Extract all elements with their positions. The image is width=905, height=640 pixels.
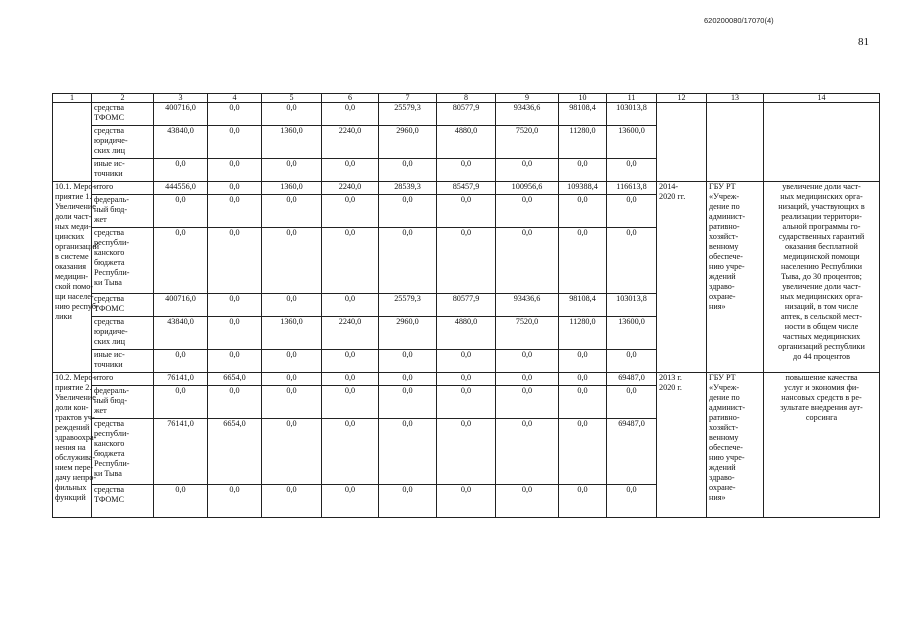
column-number: 3 — [154, 94, 208, 103]
text-line: ских лиц — [94, 146, 125, 155]
value-cell: 0,0 — [322, 294, 379, 317]
text-line: средства — [94, 103, 125, 112]
value-cell: 0,0 — [496, 228, 559, 294]
text-line: ных меди- — [55, 222, 92, 231]
value-cell: 0,0 — [322, 485, 379, 518]
value-cell: 25579,3 — [379, 103, 437, 126]
source-cell — [92, 228, 154, 294]
value-cell: 0,0 — [379, 419, 437, 485]
value-cell: 400716,0 — [154, 294, 208, 317]
text-line: медицинской помощи — [783, 252, 860, 261]
value-cell: 0,0 — [208, 485, 262, 518]
column-number: 7 — [379, 94, 437, 103]
source-cell — [92, 317, 154, 350]
value-cell: 0,0 — [437, 485, 496, 518]
text-line: точники — [94, 360, 123, 369]
text-line: Тыва, до 30 процентов; — [781, 272, 862, 281]
activity-cell — [53, 182, 99, 373]
value-cell: 0,0 — [208, 103, 262, 126]
text-line: приятие 1. — [55, 192, 92, 201]
text-line: ных медицинских орга- — [780, 292, 863, 301]
text-line: ской помо- — [55, 282, 94, 291]
text-line: 2013 г. — [659, 373, 682, 382]
text-line: трактов уч- — [55, 413, 95, 422]
value-cell: 0,0 — [262, 485, 322, 518]
value-cell: 0,0 — [559, 485, 607, 518]
value-cell: 98108,4 — [559, 294, 607, 317]
value-cell: 7520,0 — [496, 126, 559, 159]
value-cell: 0,0 — [559, 419, 607, 485]
text-line: иные ис- — [94, 350, 125, 359]
text-line: медицин- — [55, 272, 89, 281]
value-cell: 103013,8 — [607, 103, 657, 126]
value-cell: 0,0 — [262, 159, 322, 182]
text-line: нию респуб- — [55, 302, 99, 311]
value-cell: 1360,0 — [262, 126, 322, 159]
text-line: фильных — [55, 483, 87, 492]
result-cell-empty — [764, 103, 880, 182]
text-line: хозяйст- — [709, 232, 739, 241]
source-cell — [92, 350, 154, 373]
value-cell: 0,0 — [496, 195, 559, 228]
value-cell: 0,0 — [154, 350, 208, 373]
text-line: канского — [94, 248, 125, 257]
value-cell: 76141,0 — [154, 419, 208, 485]
text-line: здраво- — [709, 282, 735, 291]
source-cell — [92, 126, 154, 159]
source-cell — [92, 419, 154, 485]
text-line: организаций республики — [778, 342, 865, 351]
text-line: ждений — [709, 272, 736, 281]
value-cell: 0,0 — [437, 419, 496, 485]
column-number: 6 — [322, 94, 379, 103]
column-number: 13 — [707, 94, 764, 103]
value-cell: 11280,0 — [559, 126, 607, 159]
value-cell: 0,0 — [262, 195, 322, 228]
column-number: 1 — [53, 94, 92, 103]
value-cell: 0,0 — [559, 228, 607, 294]
value-cell: 4880,0 — [437, 126, 496, 159]
value-cell: 0,0 — [322, 386, 379, 419]
result-cell — [764, 182, 880, 373]
text-line: охране- — [709, 292, 736, 301]
text-line: 10.1. Меро- — [55, 182, 96, 191]
text-line: в системе — [55, 252, 89, 261]
text-line: итого — [94, 373, 114, 382]
value-cell: 2240,0 — [322, 182, 379, 195]
value-cell: 400716,0 — [154, 103, 208, 126]
text-line: нием пере- — [55, 463, 94, 472]
value-cell: 0,0 — [208, 294, 262, 317]
text-line: низаций, участвующих в — [778, 202, 865, 211]
value-cell: 43840,0 — [154, 317, 208, 350]
source-cell — [92, 159, 154, 182]
column-number: 14 — [764, 94, 880, 103]
text-line: ТФОМС — [94, 495, 125, 504]
value-cell: 0,0 — [322, 350, 379, 373]
text-line: Увеличение — [55, 393, 96, 402]
text-line: нию учре- — [709, 453, 745, 462]
text-line: бюджета — [94, 258, 125, 267]
value-cell: 0,0 — [322, 195, 379, 228]
value-cell: 11280,0 — [559, 317, 607, 350]
text-line: цинских — [55, 232, 85, 241]
value-cell: 0,0 — [437, 373, 496, 386]
text-line: 2020 гг. — [659, 192, 686, 201]
value-cell: 69487,0 — [607, 373, 657, 386]
text-line: федераль- — [94, 195, 129, 204]
text-line: увеличение доли част- — [782, 282, 861, 291]
text-line: нения на — [55, 443, 86, 452]
text-line: ния» — [709, 493, 726, 502]
value-cell: 0,0 — [154, 228, 208, 294]
period-cell — [657, 182, 707, 373]
value-cell: 7520,0 — [496, 317, 559, 350]
text-line: альной программы го- — [782, 222, 861, 231]
text-line: «Учреж- — [709, 192, 740, 201]
value-cell: 0,0 — [379, 386, 437, 419]
text-line: средства — [94, 419, 125, 428]
value-cell: 2960,0 — [379, 317, 437, 350]
value-cell: 0,0 — [496, 419, 559, 485]
activity-cell — [53, 373, 97, 518]
value-cell: 0,0 — [437, 159, 496, 182]
value-cell: 0,0 — [262, 350, 322, 373]
value-cell: 0,0 — [154, 485, 208, 518]
text-line: админист- — [709, 403, 746, 412]
text-line: ных медицинских орга- — [780, 192, 863, 201]
text-line: ТФОМС — [94, 304, 125, 313]
text-line: средства — [94, 126, 125, 135]
text-line: жет — [94, 215, 107, 224]
value-cell: 0,0 — [208, 228, 262, 294]
value-cell: 0,0 — [262, 228, 322, 294]
text-line: венному — [709, 433, 739, 442]
text-line: ждений — [709, 463, 736, 472]
value-cell: 1360,0 — [262, 182, 322, 195]
value-cell: 0,0 — [208, 182, 262, 195]
text-line: ративно- — [709, 413, 740, 422]
value-cell: 0,0 — [437, 228, 496, 294]
text-line: админист- — [709, 212, 746, 221]
value-cell: 0,0 — [496, 159, 559, 182]
org-cell-empty — [707, 103, 764, 182]
text-line: населению Республики — [780, 262, 863, 271]
text-line: зультате внедрения аут- — [780, 403, 863, 412]
text-line: здравоохра- — [55, 433, 97, 442]
source-cell — [92, 182, 154, 195]
value-cell: 0,0 — [559, 386, 607, 419]
text-line: аптек, в сельской мест- — [781, 312, 862, 321]
text-line: юридиче- — [94, 327, 128, 336]
value-cell: 85457,9 — [437, 182, 496, 195]
column-number: 5 — [262, 94, 322, 103]
text-line: канского — [94, 439, 125, 448]
text-line: ки Тыва — [94, 469, 122, 478]
org-cell — [707, 182, 764, 373]
text-line: нансовых средств в ре- — [781, 393, 862, 402]
text-line: ки Тыва — [94, 278, 122, 287]
text-line: до 44 процентов — [793, 352, 850, 361]
column-number: 4 — [208, 94, 262, 103]
table-row — [53, 373, 880, 386]
text-line: лики — [55, 312, 72, 321]
text-line: юридиче- — [94, 136, 128, 145]
text-line: республи- — [94, 429, 130, 438]
text-line: организаций — [55, 242, 99, 251]
value-cell: 0,0 — [559, 373, 607, 386]
value-cell: 0,0 — [437, 386, 496, 419]
text-line: ских лиц — [94, 337, 125, 346]
value-cell: 100956,6 — [496, 182, 559, 195]
value-cell: 0,0 — [322, 159, 379, 182]
text-line: приятие 2. — [55, 383, 92, 392]
text-line: доли част- — [55, 212, 92, 221]
text-line: увеличение доли част- — [782, 182, 861, 191]
text-line: ГБУ РТ — [709, 182, 736, 191]
value-cell: 0,0 — [437, 195, 496, 228]
value-cell: 0,0 — [379, 159, 437, 182]
value-cell: 69487,0 — [607, 419, 657, 485]
source-cell — [92, 294, 154, 317]
value-cell: 0,0 — [607, 485, 657, 518]
text-line: ративно- — [709, 222, 740, 231]
text-line: доли кон- — [55, 403, 89, 412]
text-line: дачу непро- — [55, 473, 97, 482]
value-cell: 1360,0 — [262, 317, 322, 350]
value-cell: 0,0 — [607, 350, 657, 373]
column-number: 12 — [657, 94, 707, 103]
value-cell: 0,0 — [379, 350, 437, 373]
text-line: реализации территори- — [781, 212, 862, 221]
text-line: реждений — [55, 423, 90, 432]
text-line: 10.2. Меро- — [55, 373, 96, 382]
value-cell: 0,0 — [262, 103, 322, 126]
table-row — [53, 182, 880, 195]
text-line: ТФОМС — [94, 113, 125, 122]
text-line: ГБУ РТ — [709, 373, 736, 382]
value-cell: 80577,9 — [437, 103, 496, 126]
value-cell: 0,0 — [496, 373, 559, 386]
value-cell: 0,0 — [379, 228, 437, 294]
value-cell: 2960,0 — [379, 126, 437, 159]
text-line: щи населе- — [55, 292, 94, 301]
text-line: средства — [94, 317, 125, 326]
text-line: жет — [94, 406, 107, 415]
value-cell: 98108,4 — [559, 103, 607, 126]
value-cell: 444556,0 — [154, 182, 208, 195]
value-cell: 0,0 — [607, 195, 657, 228]
value-cell: 0,0 — [496, 350, 559, 373]
value-cell: 0,0 — [322, 103, 379, 126]
text-line: частных медицинских — [782, 332, 861, 341]
value-cell: 0,0 — [262, 419, 322, 485]
source-cell — [92, 386, 154, 419]
text-line: дение по — [709, 202, 740, 211]
value-cell: 6654,0 — [208, 419, 262, 485]
text-line: федераль- — [94, 386, 129, 395]
value-cell: 0,0 — [607, 159, 657, 182]
text-line: ный бюд- — [94, 205, 128, 214]
value-cell: 13600,0 — [607, 126, 657, 159]
document-number: 620200080/17070(4) — [704, 16, 774, 25]
value-cell: 0,0 — [208, 317, 262, 350]
text-line: функций — [55, 493, 86, 502]
text-line: Увеличение — [55, 202, 96, 211]
value-cell: 0,0 — [496, 386, 559, 419]
text-line: ности в общем числе — [784, 322, 859, 331]
text-line: средства — [94, 485, 125, 494]
text-line: республи- — [94, 238, 130, 247]
value-cell: 0,0 — [559, 159, 607, 182]
source-cell — [92, 103, 154, 126]
period-cell-empty — [657, 103, 707, 182]
value-cell: 2240,0 — [322, 126, 379, 159]
text-line: средства — [94, 228, 125, 237]
value-cell: 2240,0 — [322, 317, 379, 350]
value-cell: 25579,3 — [379, 294, 437, 317]
column-number: 11 — [607, 94, 657, 103]
period-cell — [657, 373, 707, 518]
column-number: 2 — [92, 94, 154, 103]
value-cell: 103013,8 — [607, 294, 657, 317]
value-cell: 0,0 — [208, 386, 262, 419]
value-cell: 43840,0 — [154, 126, 208, 159]
budget-table — [52, 93, 880, 518]
column-number: 9 — [496, 94, 559, 103]
value-cell: 93436,6 — [496, 294, 559, 317]
text-line: низаций, в том числе — [784, 302, 859, 311]
value-cell: 80577,9 — [437, 294, 496, 317]
value-cell: 0,0 — [322, 419, 379, 485]
value-cell: 93436,6 — [496, 103, 559, 126]
text-line: обслужива- — [55, 453, 96, 462]
table-row — [53, 103, 880, 126]
text-line: обеспече- — [709, 252, 743, 261]
value-cell: 0,0 — [154, 195, 208, 228]
value-cell: 0,0 — [322, 373, 379, 386]
text-line: обеспече- — [709, 443, 743, 452]
value-cell: 0,0 — [379, 373, 437, 386]
value-cell: 0,0 — [208, 195, 262, 228]
value-cell: 0,0 — [559, 350, 607, 373]
text-line: ный бюд- — [94, 396, 128, 405]
source-cell — [92, 373, 154, 386]
text-line: повышение качества — [785, 373, 858, 382]
text-line: нию учре- — [709, 262, 745, 271]
text-line: иные ис- — [94, 159, 125, 168]
text-line: сударственных гарантий — [778, 232, 865, 241]
text-line: оказания — [55, 262, 86, 271]
text-line: сорсинга — [805, 413, 838, 422]
value-cell: 6654,0 — [208, 373, 262, 386]
text-line: «Учреж- — [709, 383, 740, 392]
value-cell: 0,0 — [208, 350, 262, 373]
value-cell: 109388,4 — [559, 182, 607, 195]
value-cell: 0,0 — [208, 126, 262, 159]
value-cell: 0,0 — [322, 228, 379, 294]
value-cell: 0,0 — [262, 386, 322, 419]
value-cell: 0,0 — [496, 485, 559, 518]
value-cell: 4880,0 — [437, 317, 496, 350]
value-cell: 0,0 — [607, 386, 657, 419]
value-cell: 13600,0 — [607, 317, 657, 350]
text-line: средства — [94, 294, 125, 303]
value-cell: 0,0 — [379, 195, 437, 228]
text-line: венному — [709, 242, 739, 251]
text-line: точники — [94, 169, 123, 178]
text-line: оказания бесплатной — [785, 242, 858, 251]
value-cell: 0,0 — [208, 159, 262, 182]
text-line: 2014- — [659, 182, 679, 191]
text-line: Республи- — [94, 459, 130, 468]
result-cell — [764, 373, 880, 518]
value-cell: 0,0 — [559, 195, 607, 228]
column-number: 10 — [559, 94, 607, 103]
value-cell: 28539,3 — [379, 182, 437, 195]
text-line: итого — [94, 182, 114, 191]
value-cell: 0,0 — [154, 159, 208, 182]
value-cell: 76141,0 — [154, 373, 208, 386]
page-number: 81 — [858, 36, 869, 48]
text-line: Республи- — [94, 268, 130, 277]
value-cell: 0,0 — [437, 350, 496, 373]
value-cell: 0,0 — [607, 228, 657, 294]
column-number: 8 — [437, 94, 496, 103]
value-cell: 0,0 — [154, 386, 208, 419]
source-cell — [92, 485, 154, 518]
text-line: здраво- — [709, 473, 735, 482]
text-line: хозяйст- — [709, 423, 739, 432]
text-line: 2020 г. — [659, 383, 682, 392]
activity-cell-empty — [53, 103, 92, 182]
text-line: охране- — [709, 483, 736, 492]
text-line: дение по — [709, 393, 740, 402]
text-line: ния» — [709, 302, 726, 311]
value-cell: 0,0 — [262, 373, 322, 386]
value-cell: 116613,8 — [607, 182, 657, 195]
text-line: бюджета — [94, 449, 125, 458]
org-cell — [707, 373, 764, 518]
source-cell — [92, 195, 154, 228]
text-line: услуг и экономия фи- — [783, 383, 860, 392]
value-cell: 0,0 — [379, 485, 437, 518]
column-number-row — [53, 94, 880, 103]
value-cell: 0,0 — [262, 294, 322, 317]
